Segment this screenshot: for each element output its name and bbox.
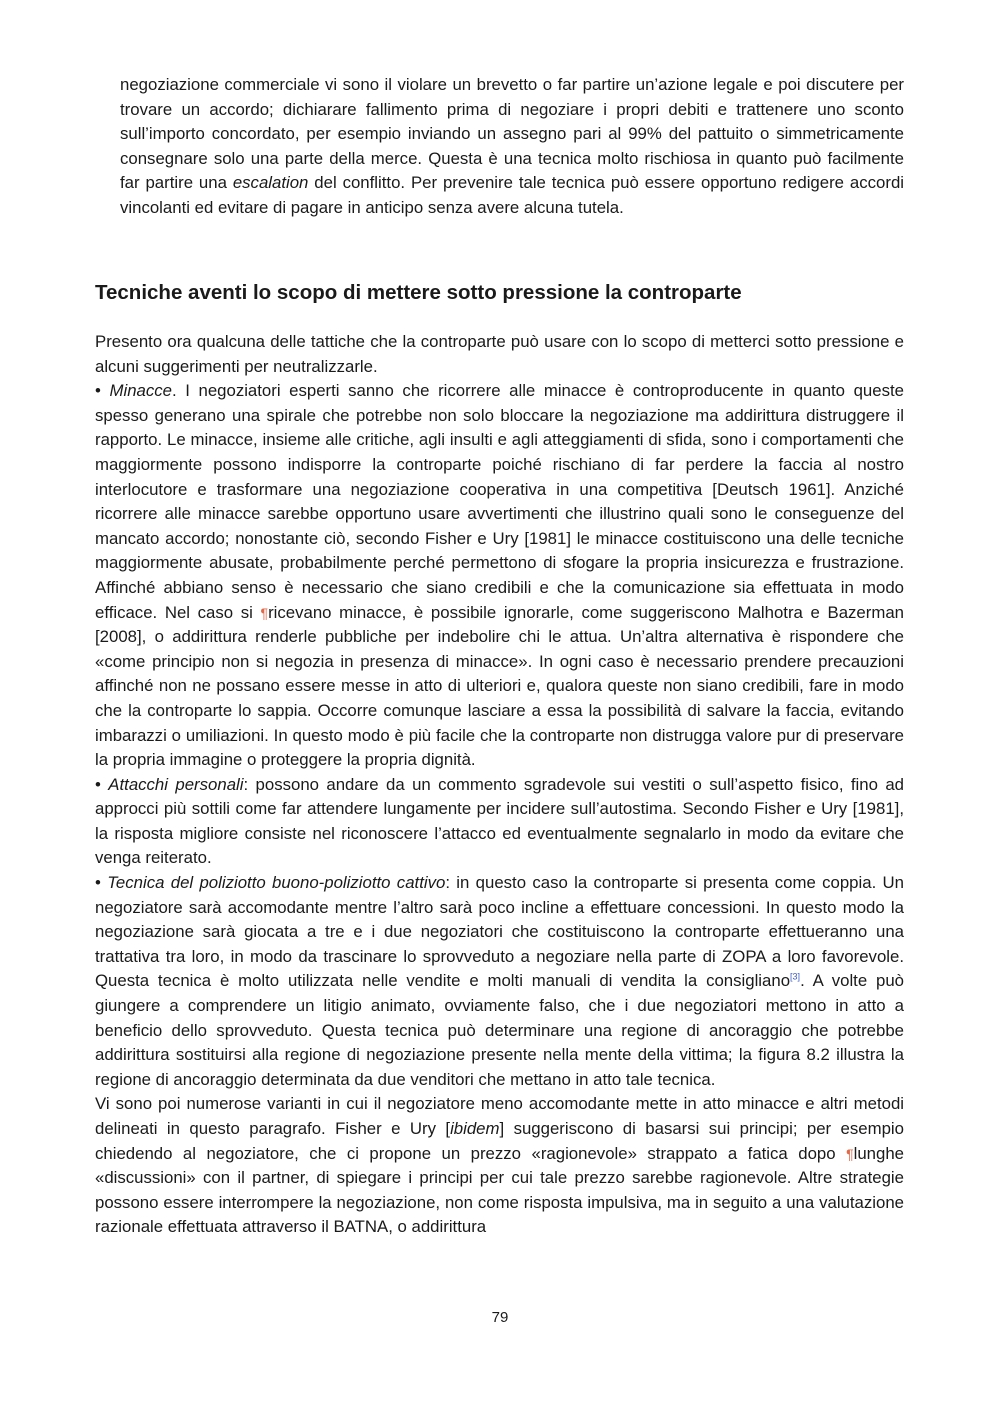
emphasis-escalation: escalation — [232, 173, 309, 193]
bullet-attacchi-personali: • Attacchi personali: possono andare da un commento sgradevole sui vestiti o sull’aspetto fisico, fino ad approcci più sottili come far attendere lungamente per incidere sull’autostima. Secondo Fisher e Ury [1981], la risposta migliore consiste nel riconoscere l’attacco ed eventualmente segnalarlo in modo da evitare che venga reiterato. — [95, 774, 904, 868]
term-attacchi-personali: Attacchi personali — [108, 774, 244, 794]
footnote-link-3[interactable]: [3] — [790, 971, 801, 982]
bullet-mark: • — [95, 381, 101, 401]
pilcrow-mark: ¶ — [846, 1145, 854, 1162]
paragraph-varianti: Vi sono poi numerose varianti in cui il negoziatore meno accomodante mette in atto minacce e altri metodi delineati in questo paragrafo. Fisher e Ury [ibidem] suggeriscono di basarsi sui principi; per esempio chiedendo al negoziatore, che ci propone un prezzo «ragionevole» strappato a fatica dopo ¶lunghe «discussioni» con il partner, di spiegare i principi per cui tale prezzo sarebbe ragionevole. Altre strategie possono essere interrompere la negoziazione, non come risposta impulsiva, ma in seguito a una valutazione razionale effettuata attraverso il BATNA, o addirittura — [95, 1094, 904, 1237]
intro-paragraph — [120, 73, 904, 221]
term-poliziotto: Tecnica del poliziotto buono-poliziotto cattivo — [107, 873, 446, 893]
pilcrow-mark: ¶ — [260, 604, 269, 621]
emphasis-ibidem: ibidem — [450, 1119, 500, 1138]
bullet-mark: • — [95, 873, 101, 893]
bullet-mark: • — [95, 774, 101, 794]
term-minacce: Minacce — [109, 381, 172, 401]
section-heading: Tecniche aventi lo scopo di mettere sotto pressione la controparte — [95, 281, 742, 304]
bullet-poliziotto: • Tecnica del poliziotto buono-poliziotto cattivo: in questo caso la controparte si presenta come coppia. Un negoziatore sarà accomodante mentre l’altro sarà poco incline a effettuare concessioni. In questo modo la negoziazione sarà giocata a tre e i due negoziatori che costituiscono la controparte effettueranno una trattativa tra loro, in modo da trascinare lo sprovveduto a negoziare nella parte di ZOPA a loro favorevole. Questa tecnica è molto utilizzata nelle vendite e molti manuali di vendita la consigliano[3]. A volte può giungere a comprendere un litigio animato, ovviamente falso, che i due negoziatori mettono in atto a beneficio dello sprovveduto. Questa tecnica può determinare una regione di ancoraggio che potrebbe addirittura sostituirsi alla regione di negoziazione presente nella mente della vittima; la figura 8.2 illustra la regione di ancoraggio determinata da due venditori che mettano in atto tale tecnica. — [95, 873, 905, 1089]
bullet-minacce: • Minacce. I negoziatori esperti sanno che ricorrere alle minacce è controproducente in quanto queste spesso generano una spirale che potrebbe non solo bloccare la negoziazione ma addirittura distruggere il rapporto. Le minacce, insieme alle critiche, agli insulti e agli atteggiamenti di sfida, sono i comportamenti che maggiormente possono indisporre la controparte poiché rischiano di far perdere la faccia al nostro interlocutore e trasformare una negoziazione cooperativa in una competitiva [Deutsch 1961]. Anziché ricorrere alle minacce sarebbe opportuno usare avvertimenti che illustrino quali sono le conseguenze del mancato accordo; nonostante ciò, secondo Fisher e Ury [1981] le minacce costituiscono una delle tecniche maggiormente abusate, probabilmente perché permettono di sfogare la propria insicurezza e frustrazione. Affinché abbiano senso è necessario che siano credibili e che la comunicazione sia effettuata in modo efficace. Nel caso si ¶ricevano minacce, è possibile ignorarle, come suggeriscono Malhotra e Bazerman [2008], o addirittura renderle pubbliche per indebolire chi le attua. Un’altra alternativa è rispondere che «come principio non si negozia in presenza di minacce». In ogni caso è necessario prendere precauzioni affinché non ne possano essere messe in atto di ulteriori e, qualora queste non siano credibili, fare in modo che la controparte lo sappia. Occorre comunque lasciare a essa la possibilità di salvare la faccia, evitando imbarazzi o umiliazioni. In questo modo è più facile che la controparte non distrugga valore pur di preservare la propria immagine o proteggere la propria dignità. — [95, 381, 905, 770]
section-body — [95, 330, 904, 1240]
paragraph-intro: Presento ora qualcuna delle tattiche che la controparte può usare con lo scopo di metterci sotto pressione e alcuni suggerimenti per neutralizzarle. — [95, 332, 904, 376]
page-number: 79 — [491, 1309, 509, 1326]
intro-text: negoziazione commerciale vi sono il violare un brevetto o far partire un’azione legale e poi discutere per trovare un accordo; dichiarare fallimento prima di negoziare i propri debiti e trattenere uno sconto sull’importo concordato, per esempio inviando un assegno pari al 99% del pattuito o simmetricamente consegnare solo una parte della merce. Questa è una tecnica molto rischiosa in quanto può facilmente far partire una escalation del conflitto. Per prevenire tale tecnica può essere opportuno redigere accordi vincolanti ed evitare di pagare in anticipo senza avere alcuna tutela. — [120, 75, 905, 217]
